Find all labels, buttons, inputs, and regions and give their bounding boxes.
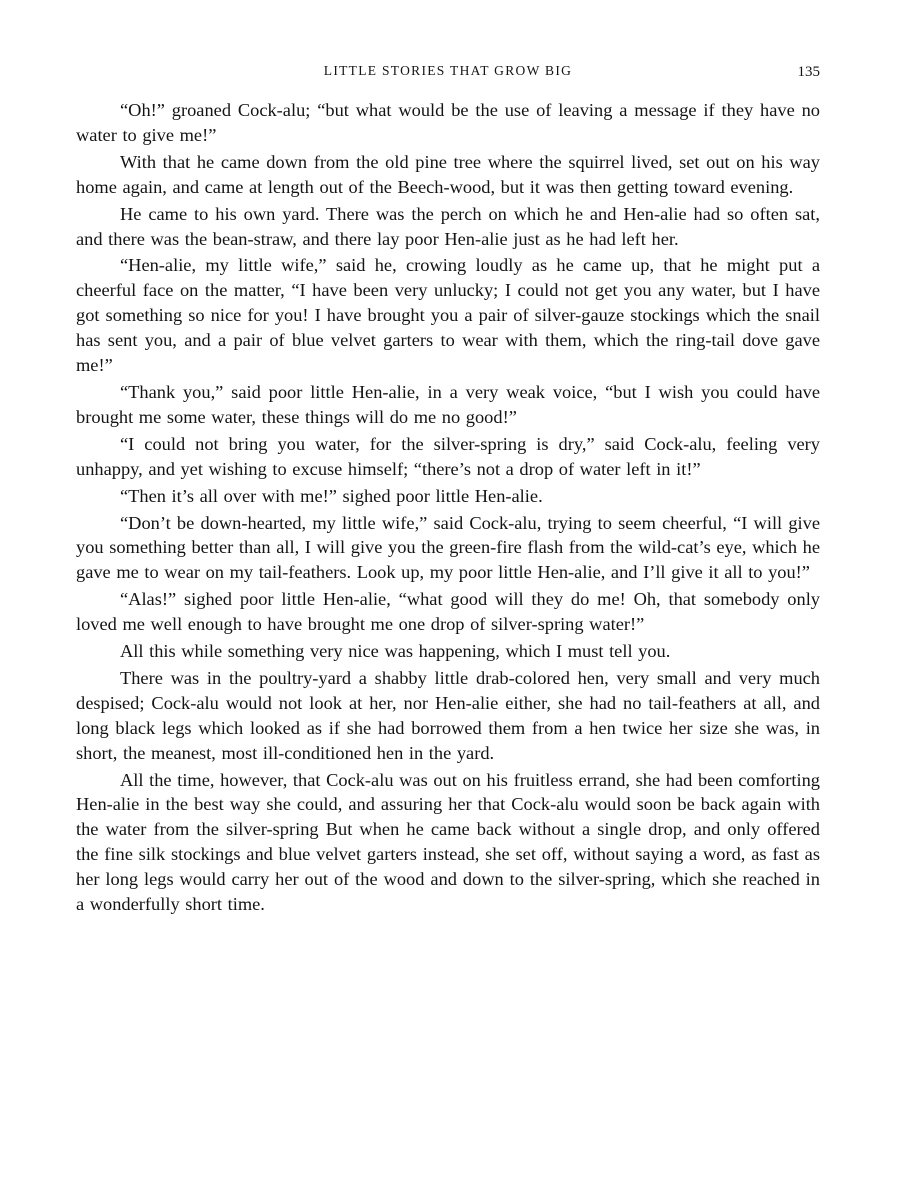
paragraph-3: He came to his own yard. There was the perch on which he and Hen-alie had so often sat, and there was the bean-straw, and there lay poor Hen-alie just as he had left her. (76, 203, 820, 249)
paragraph-5: “Thank you,” said poor little Hen-alie, in a very weak voice, “but I wish you could have brought me some water, these things will do me no good!” (76, 381, 820, 427)
body-text (76, 98, 820, 919)
paragraph-1: “Oh!” groaned Cock-alu; “but what would be the use of leaving a message if they have no water to give me!” (76, 100, 820, 145)
paragraph-9: “Alas!” sighed poor little Hen-alie, “what good will they do me! Oh, that somebody only loved me well enough to have brought me one drop of silver-spring water!” (76, 589, 820, 635)
paragraph-7: “Then it’s all over with me!” sighed poor little Hen-alie. (120, 485, 543, 506)
paragraph-11: There was in the poultry-yard a shabby little drab-colored hen, very small and very much despised; Cock-alu would not look at her, nor Hen-alie either, she had no tail-feathers at all, and long black legs which looked as if she had borrowed them from a hen twice her size she was, in short, the meanest, most ill-conditioned hen in the yard. (76, 667, 820, 763)
paragraph-10: All this while something very nice was happening, which I must tell you. (120, 641, 671, 662)
running-title: LITTLE STORIES THAT GROW BIG (323, 63, 573, 78)
paragraph-6: “I could not bring you water, for the silver-spring is dry,” said Cock-alu, feeling very unhappy, and yet wishing to excuse himself; “there’s not a drop of water left in it!” (76, 433, 820, 479)
paragraph-12: All the time, however, that Cock-alu was out on his fruitless errand, she had been comforting Hen-alie in the best way she could, and assuring her that Cock-alu would soon be back again with the water from the silver-spring But when he came back without a single drop, and only offered the fine silk stockings and blue velvet garters instead, she set off, without saying a word, as fast as her long legs would carry her out of the wood and down to the silver-spring, which she reached in a wonderfully short time. (76, 769, 820, 915)
paragraph-2: With that he came down from the old pine tree where the squirrel lived, set out on his way home again, and came at length out of the Beech-wood, but it was then getting toward evening. (76, 151, 820, 197)
running-head (76, 62, 820, 84)
paragraph-4: “Hen-alie, my little wife,” said he, crowing loudly as he came up, that he might put a cheerful face on the matter, “I have been very unlucky; I could not get you any water, but I have got something so nice for you! I have brought you a pair of silver-gauze stockings which the snail has sent you, and a pair of blue velvet garters to wear with them, which the ring-tail dove gave me!” (76, 255, 820, 376)
page-number: 135 (797, 64, 820, 80)
paragraph-8: “Don’t be down-hearted, my little wife,” said Cock-alu, trying to seem cheerful, “I will give you something better than all, I will give you the green-fire flash from the wild-cat’s eye, which he gave me to wear on my tail-feathers. Look up, my poor little Hen-alie, and I’ll give it all to you!” (76, 512, 820, 583)
